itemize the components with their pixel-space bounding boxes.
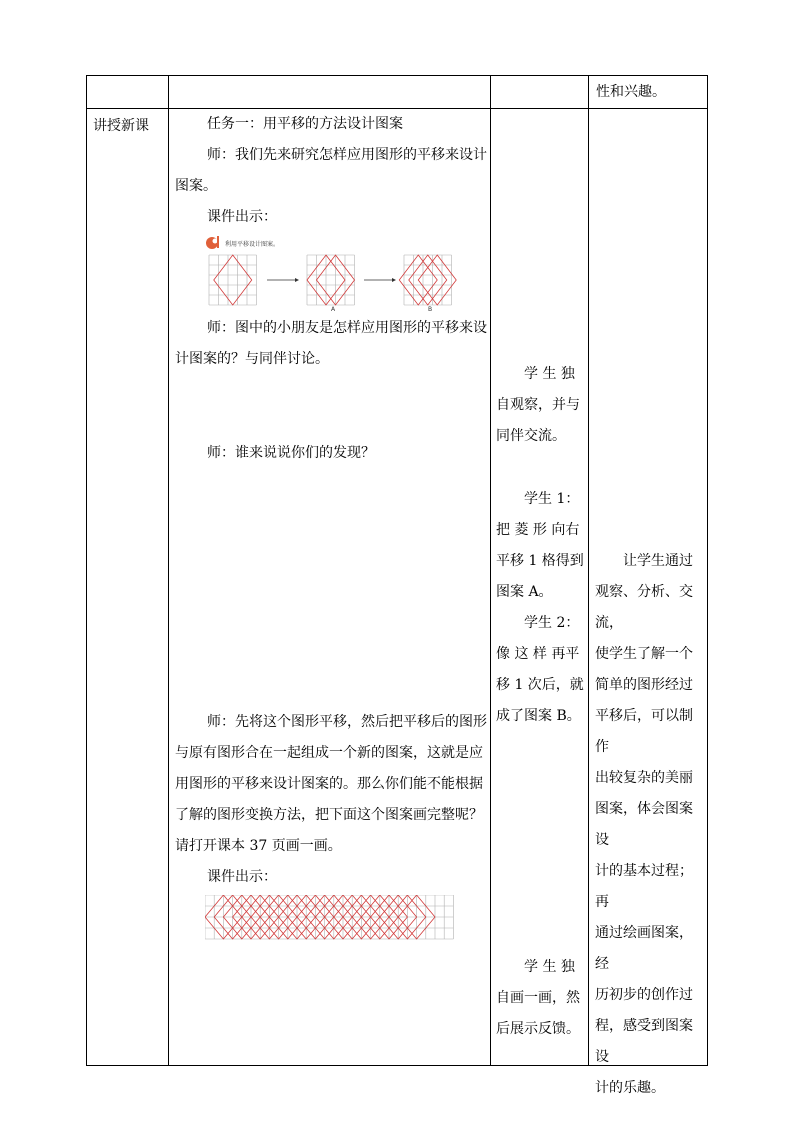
courseware-label: 课件出示： <box>207 869 277 885</box>
intent-line: 计的基本过程；再 <box>595 863 693 910</box>
student-text-line: 同伴交流。 <box>496 428 566 444</box>
student-text-line: 学生 1： <box>524 491 580 507</box>
student-text-line: 自观察，并与 <box>496 397 580 413</box>
student-response-2 <box>496 484 586 732</box>
student-text-line: 学 生 独 <box>524 366 575 382</box>
arrow-right-icon <box>267 278 299 282</box>
intent-line: 通过绘画图案，经 <box>595 925 693 972</box>
intent-line: 使学生了解一个 <box>595 646 693 662</box>
diamond-shape <box>409 255 447 305</box>
figure-caption: 利用平移设计图案。 <box>225 241 280 248</box>
student-text-line: 图案 A。 <box>496 584 553 600</box>
intent-line: 计的乐趣。 <box>595 1080 665 1096</box>
diamond-shape <box>214 255 252 305</box>
diamond-strip <box>205 895 453 939</box>
pattern-strip-svg <box>205 895 465 943</box>
student-text-line: 成了图案 B。 <box>496 708 581 724</box>
teacher-paragraph-1: 师：我们先来研究怎样应用图形的平移来设计图案。 <box>175 147 487 194</box>
student-text-line: 学 生 独 <box>524 959 575 975</box>
grid-pattern-b <box>399 255 456 305</box>
design-intent <box>595 546 703 1104</box>
student-text-line: 平移 1 格得到 <box>496 553 584 569</box>
intent-line: 图案，体会图案设 <box>595 801 693 848</box>
student-response-1 <box>496 359 586 452</box>
column-divider <box>490 76 491 1065</box>
swan-icon <box>206 236 219 249</box>
teacher-activity-cell <box>175 109 487 943</box>
intent-line: 观察、分析、交流， <box>595 584 693 631</box>
continued-intent-text: 性和兴趣。 <box>596 84 666 100</box>
intent-line: 历初步的创作过 <box>595 987 693 1003</box>
student-text-line: 学生 2： <box>524 615 580 631</box>
column-divider <box>168 76 169 1065</box>
grid-pattern-a <box>307 255 355 305</box>
translation-figure-svg <box>203 233 483 313</box>
section-label: 讲授新课 <box>93 118 149 134</box>
column-divider <box>588 76 589 1065</box>
student-text-line: 后展示反馈。 <box>496 1021 580 1037</box>
teacher-paragraph-2: 师：图中的小朋友是怎样应用图形的平移来设计图案的？与同伴讨论。 <box>175 320 487 367</box>
intent-line: 平移后，可以制作 <box>595 708 693 755</box>
courseware-figure-2 <box>205 895 487 943</box>
student-text-line: 把 菱 形 向右 <box>496 522 580 538</box>
courseware-label: 课件出示： <box>207 209 277 225</box>
figure-label-a: A <box>331 306 336 313</box>
grid-original <box>209 255 257 305</box>
arrow-right-icon <box>364 278 396 282</box>
student-text-line: 像 这 样 再平 <box>496 646 580 662</box>
intent-line: 程，感受到图案设 <box>595 1018 693 1065</box>
intent-line: 让学生通过 <box>623 553 693 569</box>
task-title: 任务一：用平移的方法设计图案 <box>207 116 403 132</box>
figure-label-b: B <box>428 306 433 313</box>
courseware-figure-1 <box>203 233 483 313</box>
student-response-4 <box>496 952 586 1045</box>
lesson-table <box>86 75 708 1096</box>
student-text-line: 自画一画，然 <box>496 990 580 1006</box>
teacher-paragraph-4: 师：先将这个图形平移，然后把平移后的图形与原有图形合在一起组成一个新的图案，这就是应用图形的平移来设计图案的。那么你们能不能根据了解的图形变换方法，把下面这个图案画完整呢？请打开课本 37 页画一画。 <box>175 714 487 854</box>
student-text-line: 移 1 次后，就 <box>496 677 584 693</box>
intent-line: 出较复杂的美丽 <box>595 770 693 786</box>
intent-line: 简单的图形经过 <box>595 677 693 693</box>
teacher-paragraph-3: 师：谁来说说你们的发现？ <box>207 445 375 461</box>
